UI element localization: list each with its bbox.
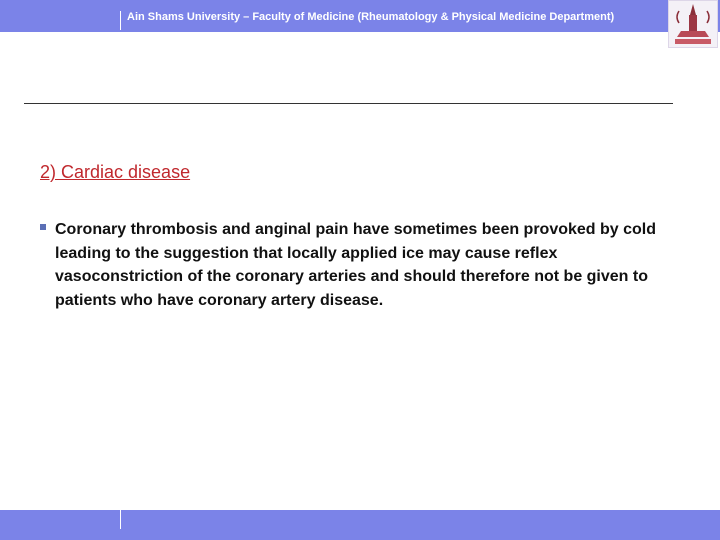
title-rule xyxy=(24,103,673,104)
header-institution: Ain Shams University – Faculty of Medicine (Rheumatology & Physical Medicine Department) xyxy=(127,11,615,23)
section-title: 2) Cardiac disease xyxy=(40,162,191,182)
footer-divider xyxy=(120,510,121,529)
bullet-item xyxy=(40,218,685,312)
header-divider xyxy=(120,11,121,30)
bullet-text: Coronary thrombosis and anginal pain have sometimes been provoked by cold leading to the suggestion that locally applied ice may cause reflex vasoconstriction of the coronary arteries and should therefore not be given to patients who have coronary artery disease. xyxy=(55,221,657,309)
square-bullet-icon xyxy=(40,224,46,230)
university-logo xyxy=(668,0,718,48)
footer-band xyxy=(0,510,720,540)
university-seal-icon xyxy=(669,1,717,47)
